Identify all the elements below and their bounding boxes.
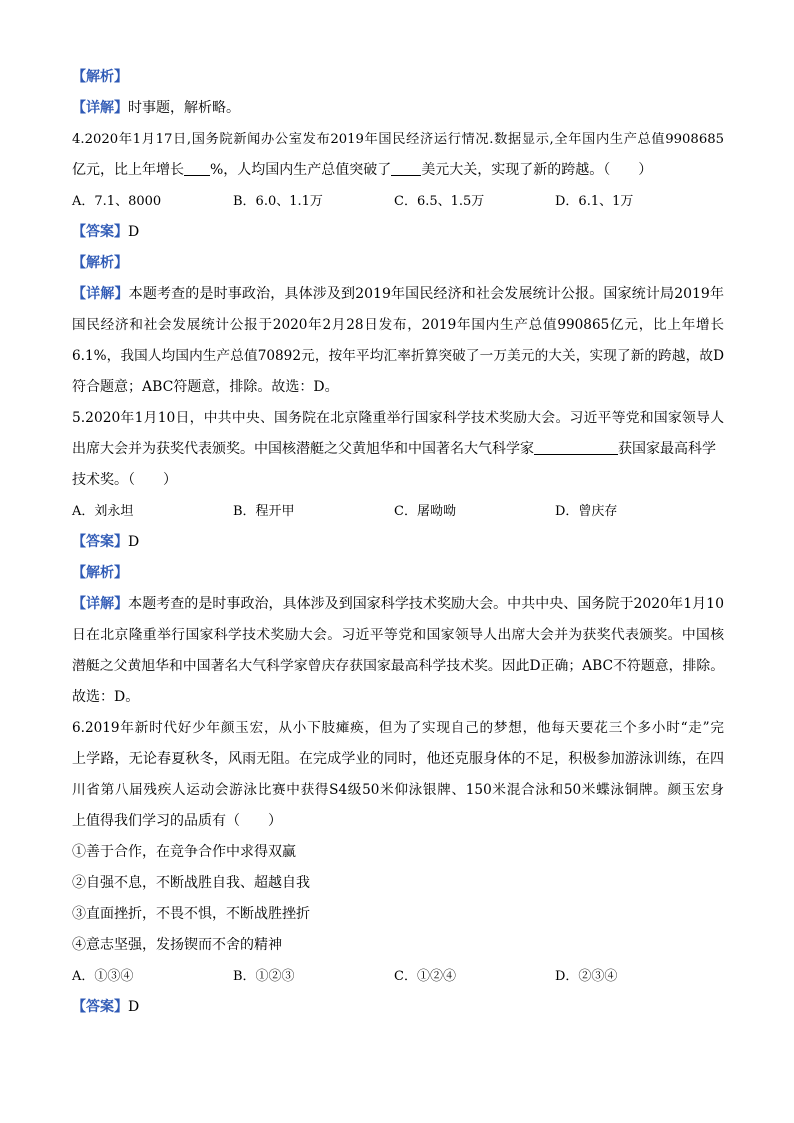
- q6-stem-line-4: 上值得我们学习的品质有（ ）: [72, 813, 282, 829]
- q4-option-a: A．7.1、8000: [72, 194, 162, 209]
- q4-stem-text-c: 美元大关，实现了新的跨越。（ ）: [421, 162, 653, 178]
- answer-label: 【答案】: [72, 224, 128, 240]
- q4-answer-value: D: [128, 224, 140, 240]
- q4-stem-line-2: [72, 155, 724, 186]
- q4-detail-line-2: 国民经济和社会发展统计公报于2020年2月28日发布，2019年国内生产总值990865亿元，比上年增长: [72, 317, 724, 333]
- q4-detail-line-4: 符合题意；ABC符题意，排除。故选：D。: [72, 379, 339, 395]
- q6-option-a: A．①③④: [72, 969, 134, 984]
- q5-stem-line-3: 技术奖。（ ）: [72, 472, 177, 488]
- q6-stem-line-1: 6.2019年新时代好少年颜玉宏，从小下肢瘫痪，但为了实现自己的梦想，他每天要花三个多小时“走”完: [72, 720, 724, 736]
- q4-analysis-heading: [72, 248, 724, 279]
- q6-option-c: C．①②④: [394, 969, 456, 984]
- q5-stem-line-1: 5.2020年1月10日，中共中央、国务院在北京隆重举行国家科学技术奖励大会。习近平等党和国家领导人: [72, 410, 724, 426]
- q6-item-3: ③直面挫折，不畏不惧，不断战胜挫折: [72, 906, 310, 922]
- q4-option-d: D．6.1、1万: [555, 194, 634, 209]
- q5-stem-text-a: 出席大会并为获奖代表颁奖。中国核潜艇之父黄旭华和中国著名大气科学家: [72, 441, 534, 457]
- q5-detail-line-4: 故选：D。: [72, 689, 140, 705]
- q5-option-a: A．刘永坦: [72, 504, 134, 519]
- q5-option-c: C．屠呦呦: [394, 504, 456, 519]
- q5-answer-value: D: [128, 534, 140, 550]
- q5-answer: [72, 527, 724, 558]
- q6-item-2: ②自强不息，不断战胜自我、超越自我: [72, 875, 310, 891]
- q4-detail-text-1: 本题考查的是时事政治，具体涉及到2019年国民经济和社会发展统计公报。国家统计局2019年: [128, 286, 724, 302]
- analysis-label: 【解析】: [72, 69, 128, 85]
- q5-detail-line-1: [72, 589, 724, 620]
- answer-label: 【答案】: [72, 534, 128, 550]
- analysis-label: 【解析】: [72, 255, 128, 271]
- q5-detail-text-1: 本题考查的是时事政治，具体涉及到国家科学技术奖励大会。中共中央、国务院于2020年1月10: [128, 596, 724, 612]
- q4-blank-1: [184, 161, 210, 176]
- detail-label: 【详解】: [72, 100, 128, 116]
- q4-detail-line-3: 6.1%，我国人均国内生产总值70892元，按年平均汇率折算突破了一万美元的大关，实现了新的跨越，故D: [72, 348, 724, 364]
- q4-option-b: B．6.0、1.1万: [233, 194, 323, 209]
- q5-option-d: D．曾庆存: [555, 504, 618, 519]
- q4-stem-line-1: 4.2020年1月17日,国务院新闻办公室发布2019年国民经济运行情况.数据显示,全年国内生产总值9908685: [72, 132, 724, 147]
- document-page: [72, 62, 724, 1023]
- q6-option-b: B．①②③: [233, 969, 295, 984]
- q4-answer: [72, 217, 724, 248]
- q5-analysis-heading: [72, 558, 724, 589]
- analysis-heading: [72, 62, 724, 93]
- q6-option-d: D．②③④: [555, 969, 618, 984]
- q6-item-1: ①善于合作，在竞争合作中求得双赢: [72, 844, 296, 860]
- detail-line: [72, 93, 724, 124]
- q6-options: [72, 961, 724, 992]
- q4-option-c: C．6.5、1.5万: [394, 194, 485, 209]
- q6-stem-line-2: 上学路，无论春夏秋冬，风雨无阻。在完成学业的同时，他还克服身体的不足，积极参加游泳训练，在四: [72, 751, 724, 767]
- q5-stem-text-b: 获国家最高科学: [618, 441, 716, 457]
- q4-stem-text-b: %，人均国内生产总值突破了: [210, 162, 392, 178]
- q5-stem-line-2: [72, 434, 724, 465]
- q4-detail-line-1: [72, 279, 724, 310]
- q5-detail-line-2: 日在北京隆重举行国家科学技术奖励大会。习近平等党和国家领导人出席大会并为获奖代表颁奖。中国核: [72, 627, 724, 643]
- q6-item-4: ④意志坚强，发扬锲而不舍的精神: [72, 937, 282, 953]
- q5-detail-line-3: 潜艇之父黄旭华和中国著名大气科学家曾庆存获国家最高科学技术奖。因此D正确；ABC不符题意，排除。: [72, 658, 724, 674]
- q4-stem-text-a: 亿元，比上年增长: [72, 162, 184, 178]
- q6-answer-value: D: [128, 999, 140, 1015]
- detail-label: 【详解】: [72, 286, 129, 302]
- detail-label: 【详解】: [72, 596, 129, 612]
- detail-text: 时事题，解析略。: [128, 100, 240, 116]
- q6-answer: [72, 992, 724, 1023]
- q4-blank-2: [391, 161, 421, 176]
- q4-options: [72, 186, 724, 217]
- q5-option-b: B．程开甲: [233, 504, 295, 519]
- answer-label: 【答案】: [72, 999, 128, 1015]
- q5-blank: [534, 440, 618, 455]
- q6-stem-line-3: 川省第八届残疾人运动会游泳比赛中获得S4级50米仰泳银牌、150米混合泳和50米蝶泳铜牌。颜玉宏身: [72, 782, 724, 798]
- q5-options: [72, 496, 724, 527]
- analysis-label: 【解析】: [72, 565, 128, 581]
